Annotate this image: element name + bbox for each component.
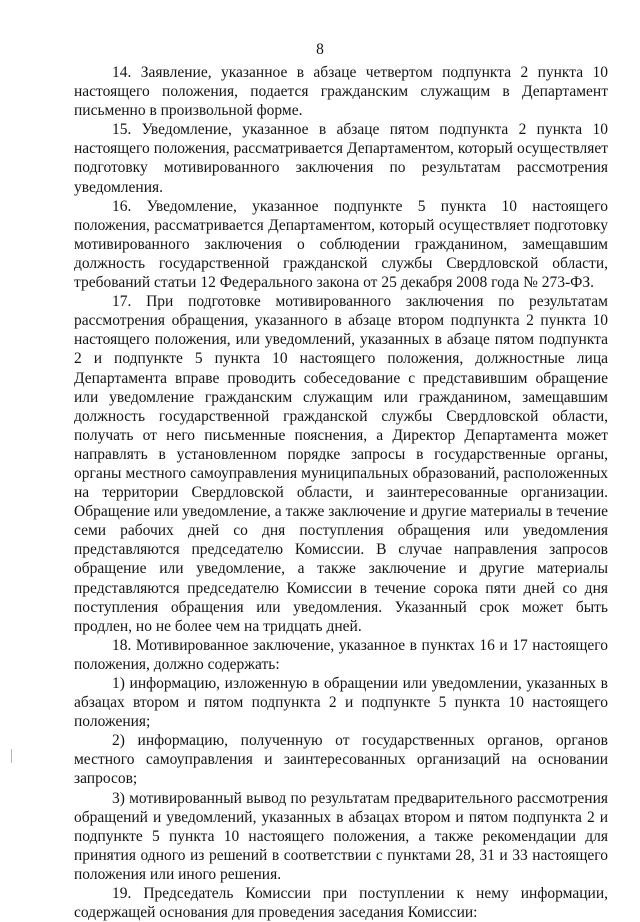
- paragraph-18: 18. Мотивированное заключение, указанное в пунктах 16 и 17 настоящего положения, должно содержать:: [74, 636, 608, 673]
- paragraph-15: 15. Уведомление, указанное в абзаце пятом подпункта 2 пункта 10 настоящего положения, рассматривается Департаментом, который осуществляет подготовку мотивированного заключения по результатам рассмотрения уведомления.: [74, 121, 608, 196]
- scan-margin-mark: [11, 749, 12, 763]
- document-body: [74, 63, 608, 922]
- page-number: 8: [316, 41, 324, 58]
- paragraph-19: 19. Председатель Комиссии при поступлении к нему информации, содержащей основания для проведения заседания Комиссии:: [74, 885, 608, 922]
- paragraph-17: 17. При подготовке мотивированного заключения по результатам рассмотрения обращения, указанного в абзаце втором подпункта 2 пункта 10 настоящего положения, или уведомлений, указанных в абзаце пятом подпункта 2 и подпункте 5 пункта 10 настоящего положения, должностные лица Департамента вправе проводить собеседование с представившим обращение или уведомление гражданским служащим или гражданином, замещавшим должность государственной гражданской службы Свердловской области, получать от него письменные пояснения, а Директор Департамента может направлять в установленном порядке запросы в государственные органы, органы местного самоуправления муниципальных образований, расположенных на территории Свердловской области, и заинтересованные организации. Обращение или уведомление, а также заключение и другие материалы в течение семи рабочих дней со дня поступления обращения или уведомления представляются председателю Комиссии. В случае направления запросов обращение или уведомление, а также заключение и другие материалы представляются председателю Комиссии в течение сорока пяти дней со дня поступления обращения или уведомления. Указанный срок может быть продлен, но не более чем на тридцать дней.: [74, 293, 608, 635]
- list-item-2: 2) информацию, полученную от государственных органов, органов местного самоуправления и заинтересованных организаций на основании запросов;: [74, 732, 608, 788]
- paragraph-14: 14. Заявление, указанное в абзаце четвертом подпункта 2 пункта 10 настоящего положения, подается гражданским служащим в Департамент письменно в произвольной форме.: [74, 64, 608, 120]
- list-item-3: 3) мотивированный вывод по результатам предварительного рассмотрения обращений и уведомлений, указанных в абзацах втором и пятом подпункта 2 и подпункте 5 пункта 10 настоящего положения, а также рекомендации для принятия одного из решений в соответствии с пунктами 28, 31 и 33 настоящего положения или иного решения.: [74, 789, 608, 883]
- paragraph-16: 16. Уведомление, указанное подпункте 5 пункта 10 настоящего положения, рассматривается Департаментом, который осуществляет подготовку мотивированного заключения о соблюдении гражданином, замещавшим должность государственной гражданской службы Свердловской области, требований статьи 12 Федерального закона от 25 декабря 2008 года № 273-ФЗ.: [74, 197, 608, 292]
- list-item-1: 1) информацию, изложенную в обращении или уведомлении, указанных в абзацах втором и пятом подпункта 2 и подпункте 5 пункта 10 настоящего положения;: [74, 675, 608, 731]
